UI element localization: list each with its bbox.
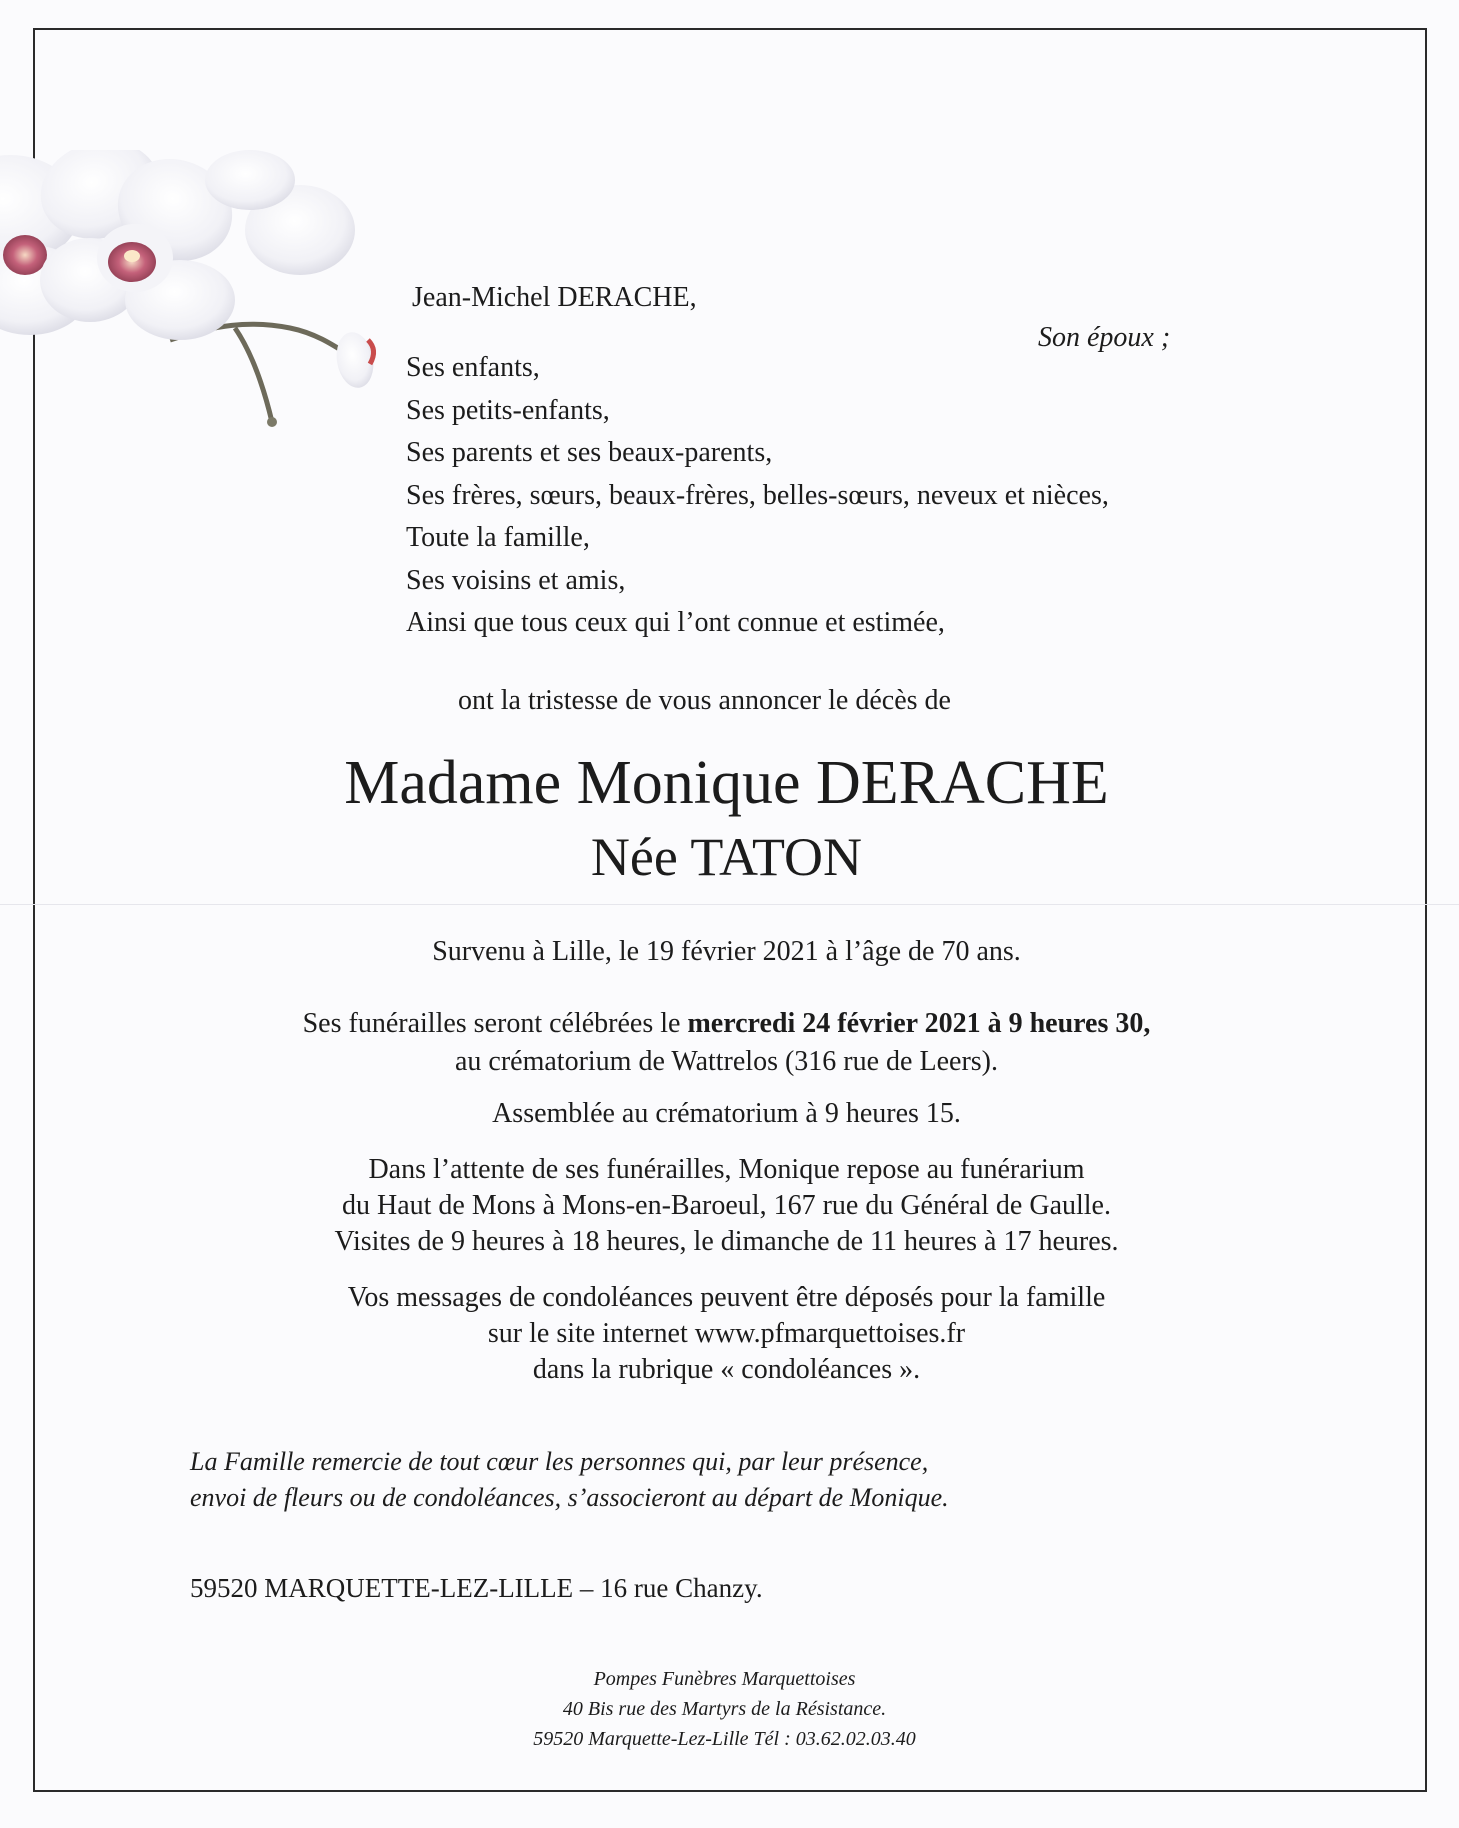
condolences-line: Vos messages de condoléances peuvent être déposés pour la famille xyxy=(347,1282,1106,1313)
family-line: Ses parents et ses beaux-parents, xyxy=(406,437,773,468)
spouse-relation: Son époux ; xyxy=(1038,322,1171,353)
family-line: Ainsi que tous ceux qui l’ont connue et estimée, xyxy=(406,607,945,638)
family-line: Ses enfants, xyxy=(406,352,540,383)
repose-info xyxy=(0,1152,1456,1260)
thanks-line: envoi de fleurs ou de condoléances, s’associeront au départ de Monique. xyxy=(190,1483,949,1512)
repose-line: du Haut de Mons à Mons-en-Baroeul, 167 rue du Général de Gaulle. xyxy=(341,1190,1111,1221)
assembly-info: Assemblée au crématorium à 9 heures 15. xyxy=(492,1098,961,1129)
condolences-info xyxy=(0,1280,1456,1388)
funeral-datetime-line xyxy=(0,1010,1456,1038)
family-line: Ses frères, sœurs, beaux-frères, belles-sœurs, neveux et nièces, xyxy=(406,479,1109,511)
funeral-home-info xyxy=(0,1664,1454,1754)
condolences-line: sur le site internet www.pfmarquettoises.fr xyxy=(487,1318,966,1349)
deceased-name: Madame Monique DERACHE xyxy=(344,749,1109,817)
family-line: Ses petits-enfants, xyxy=(406,394,610,426)
funeral-location: au crématorium de Wattrelos (316 rue de Leers). xyxy=(454,1046,998,1077)
repose-line: Dans l’attente de ses funérailles, Monique repose au funérarium xyxy=(368,1154,1085,1185)
thanks-line: La Famille remercie de tout cœur les personnes qui, par leur présence, xyxy=(190,1447,929,1476)
orchid-flower-image xyxy=(0,150,400,440)
funeral-intro: Ses funérailles seront célébrées le xyxy=(302,1008,688,1039)
family-line: Toute la famille, xyxy=(406,522,590,553)
deceased-maiden-name: Née TATON xyxy=(590,827,863,887)
repose-line: Visites de 9 heures à 18 heures, le dimanche de 11 heures à 17 heures. xyxy=(334,1226,1119,1257)
paper-fold-line xyxy=(0,904,1459,905)
announcement-text: ont la tristesse de vous annoncer le décès de xyxy=(458,685,951,716)
spouse-name: Jean-Michel DERACHE, xyxy=(412,282,697,313)
family-address: 59520 MARQUETTE-LEZ-LILLE – 16 rue Chanzy. xyxy=(190,1573,763,1603)
funeral-home-line: 40 Bis rue des Martyrs de la Résistance. xyxy=(562,1698,887,1720)
family-list xyxy=(406,347,1109,645)
thanks-message xyxy=(190,1444,949,1516)
family-line: Ses voisins et amis, xyxy=(406,564,626,596)
funeral-home-line: Pompes Funèbres Marquettoises xyxy=(593,1668,856,1690)
funeral-datetime: mercredi 24 février 2021 à 9 heures 30, xyxy=(687,1008,1151,1039)
death-info: Survenu à Lille, le 19 février 2021 à l’âge de 70 ans. xyxy=(432,936,1021,967)
condolences-line: dans la rubrique « condoléances ». xyxy=(532,1354,921,1385)
funeral-home-line: 59520 Marquette-Lez-Lille Tél : 03.62.02.03.40 xyxy=(533,1728,916,1750)
